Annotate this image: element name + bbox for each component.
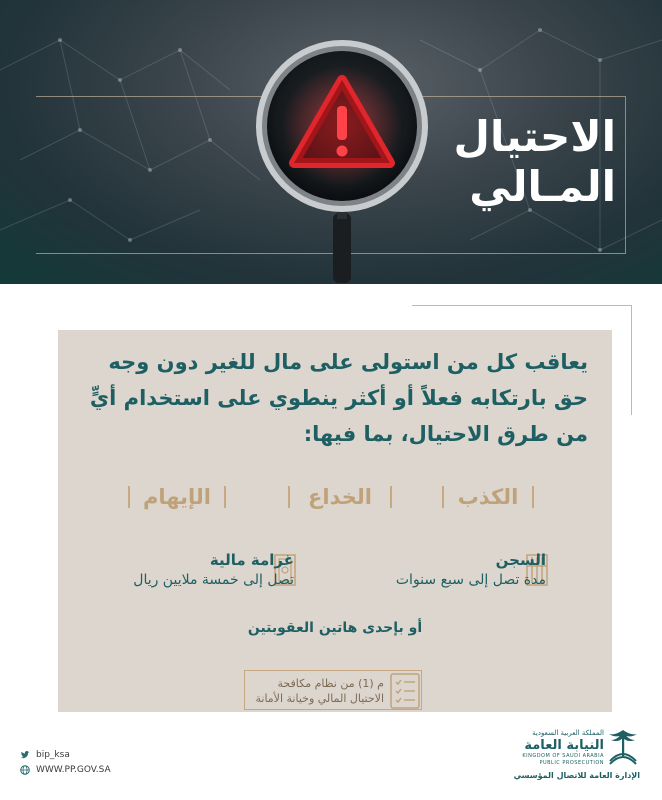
logo-kingdom-ar: المملكة العربية السعودية [532, 729, 604, 737]
hero-banner [0, 0, 662, 284]
hero-title-line2: المـالي [469, 162, 616, 211]
method-label: الإيهام [143, 485, 211, 509]
method-label: الخداع [308, 485, 372, 509]
penalty-fine-desc: تصل إلى خمسة ملايين ريال [133, 572, 294, 588]
organization-logo-text [520, 729, 604, 767]
info-card [58, 330, 612, 712]
bracket-left [128, 486, 130, 508]
reference-line2: الاحتيال المالي وخيانة الأمانة [255, 692, 384, 705]
globe-icon [20, 765, 30, 775]
checklist-icon [388, 672, 422, 710]
method-label: الكذب [457, 485, 519, 509]
twitter-icon [20, 750, 30, 760]
hero-title [406, 112, 616, 212]
website-text: WWW.PP.GOV.SA [36, 765, 111, 775]
bracket-left [288, 486, 290, 508]
reference-text [252, 676, 384, 706]
penalty-jail-desc: مدة تصل إلى سبع سنوات [395, 572, 546, 588]
bracket-right [224, 486, 226, 508]
method-deception [288, 482, 392, 512]
palm-swords-emblem-icon [606, 726, 640, 768]
method-lying [442, 482, 534, 512]
reference-line1: م (1) من نظام مكافحة [277, 677, 384, 690]
penalty-jail-title: السجن [495, 551, 546, 569]
twitter-handle-text: bip_ksa [36, 750, 70, 760]
website-link[interactable] [20, 765, 111, 775]
department-name: الإدارة العامة للاتصال المؤسسي [513, 771, 640, 780]
bracket-right [390, 486, 392, 508]
bracket-left [442, 486, 444, 508]
hero-title-line1: الاحتيال [453, 112, 616, 161]
twitter-handle[interactable] [20, 750, 70, 760]
logo-name-en: PUBLIC PROSECUTION [539, 760, 604, 766]
either-penalty-note: أو بإحدى هاتين العقوبتين [247, 620, 423, 636]
penalty-jail [366, 550, 546, 590]
penalty-fine [74, 550, 294, 590]
bracket-right [532, 486, 534, 508]
law-intro-text: يعاقب كل من استولى على مال للغير دون وجه حق بارتكابه فعلاً أو أكثر ينطوي على استخدام أيٍّ من طرق الاحتيال، بما فيها: [89, 350, 588, 446]
penalty-fine-title: غرامة مالية [209, 551, 294, 569]
logo-kingdom-en: KINGDOM OF SAUDI ARABIA [522, 753, 604, 759]
method-illusion [128, 482, 226, 512]
logo-name-ar: النيابة العامة [524, 738, 604, 753]
